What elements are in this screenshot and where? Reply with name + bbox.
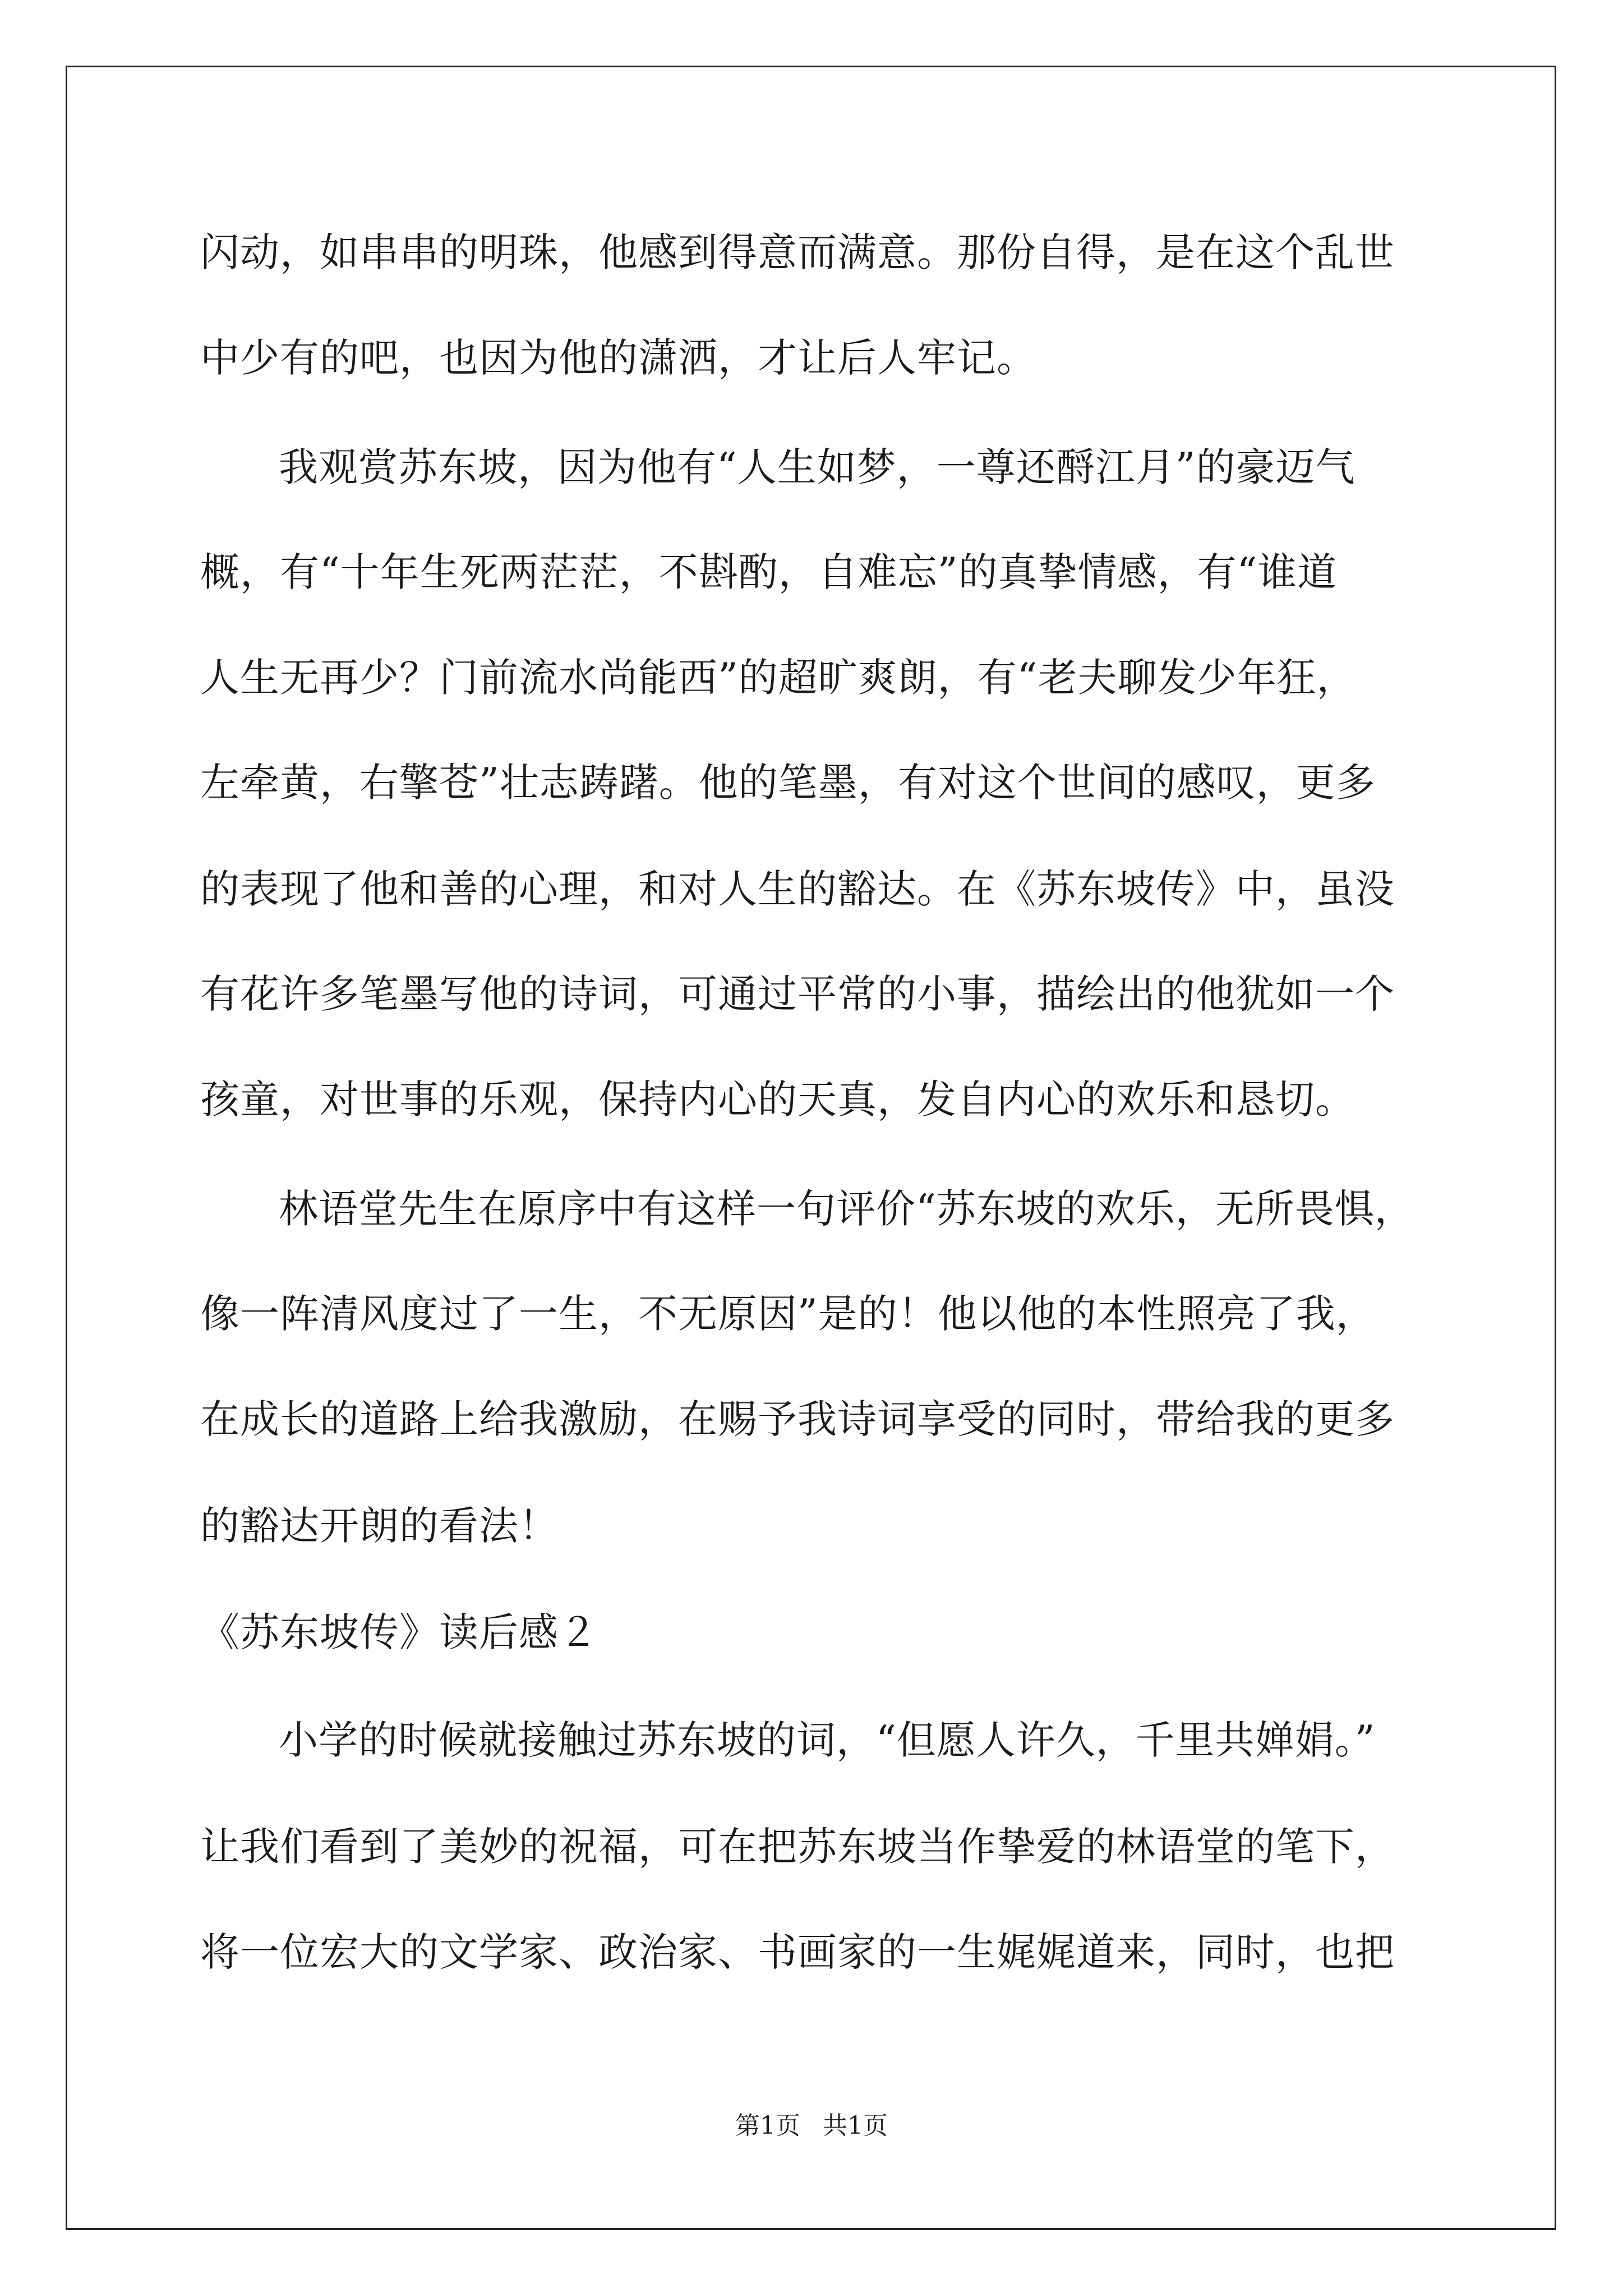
paragraph-line: 左牵黄，右擎苍”壮志踌躇。他的笔墨，有对这个世间的感叹，更多 <box>200 760 1376 806</box>
paragraph-line: 中少有的吧，也因为他的潇洒，才让后人牢记。 <box>200 335 1036 381</box>
page-total: 共1页 <box>823 2111 888 2140</box>
paragraph-line: 孩童，对世事的乐观，保持内心的天真，发自内心的欢乐和恳切。 <box>200 1076 1355 1122</box>
paragraph-line: 人生无再少？门前流水尚能西”的超旷爽朗，有“老夫聊发少年狂， <box>200 655 1357 701</box>
paragraph-line: 我观赏苏东坡，因为他有“人生如梦，一尊还酹江月”的豪迈气 <box>279 444 1355 490</box>
page-footer <box>0 2109 1623 2143</box>
paragraph-line: 让我们看到了美妙的祝福，可在把苏东坡当作挚爱的林语堂的笔下， <box>200 1824 1395 1870</box>
paragraph-line: 将一位宏大的文学家、政治家、书画家的一生娓娓道来，同时，也把 <box>200 1929 1395 1975</box>
paragraph-line: 在成长的道路上给我激励，在赐予我诗词享受的同时，带给我的更多 <box>200 1396 1395 1442</box>
paragraph-line: 的豁达开朗的看法！ <box>200 1503 559 1549</box>
paragraph-line: 小学的时候就接触过苏东坡的词，“但愿人许久，千里共婵娟。” <box>279 1717 1376 1763</box>
paragraph-line: 像一阵清风度过了一生，不无原因”是的！他以他的本性照亮了我， <box>200 1291 1376 1337</box>
page-number: 第1页 <box>735 2111 800 2140</box>
section-heading: 《苏东坡传》读后感２ <box>200 1609 598 1655</box>
paragraph-line: 的表现了他和善的心理，和对人生的豁达。在《苏东坡传》中，虽没 <box>200 866 1395 912</box>
paragraph-line: 有花许多笔墨写他的诗词，可通过平常的小事，描绘出的他犹如一个 <box>200 971 1395 1017</box>
paragraph-line: 概，有“十年生死两茫茫，不斟酌，自难忘”的真挚情感，有“谁道 <box>200 549 1338 595</box>
page-border <box>66 66 1556 2230</box>
paragraph-line: 闪动，如串串的明珠，他感到得意而满意。那份自得，是在这个乱世 <box>200 229 1395 275</box>
paragraph-line: 林语堂先生在原序中有这样一句评价“苏东坡的欢乐，无所畏惧， <box>279 1186 1414 1232</box>
